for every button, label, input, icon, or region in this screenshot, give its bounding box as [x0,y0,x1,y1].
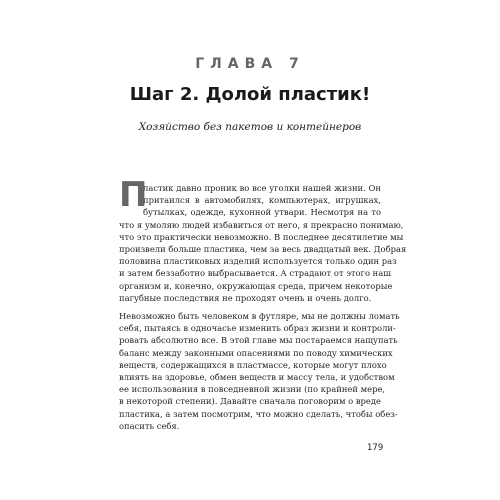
drop-cap-letter: П [119,175,148,215]
paragraph-line: пластика, а затем посмотрим, что можно сделать, чтобы обез- [119,408,398,419]
paragraph-line: ластик давно проник во все уголки нашей жизни. Он [143,183,381,193]
chapter-subtitle: Хозяйство без пакетов и контейнеров [138,121,362,133]
paragraph-line: что это практически невозможно. В последнее десятилетие мы [119,231,404,242]
paragraph-line: опасить себя. [119,420,180,431]
paragraph-line: веществ, содержащихся в пластмассе, которые могут плохо [119,359,387,370]
paragraph-line: притаился в автомобилях, компьютерах, игрушках, [143,195,381,206]
paragraph-line: бутылках, одежде, кухонной утвари. Несмотря на то [143,207,381,218]
paragraph-1 [119,175,407,304]
paragraph-line: ее использования в повседневной жизни (по крайней мере, [119,384,386,395]
paragraph-2 [119,310,400,432]
paragraph-line: организм и, конечно, окружающая среда, причем некоторые [119,280,393,291]
paragraph-line: Невозможно быть человеком в футляре, мы не должны ломать [119,311,400,321]
paragraph-line: пагубные последствия не проходят очень и очень долго. [119,292,372,303]
paragraph-line: половина пластиковых изделий используется только один раз [119,256,397,267]
page-number: 179 [367,443,384,453]
paragraph-line: баланс между законными опасениями по поводу химических [119,347,393,358]
paragraph-line: что я умоляю людей избавиться от него, я прекрасно понимаю, [119,219,404,230]
paragraph-line: в некоторой степени). Давайте сначала поговорим о вреде [119,396,381,407]
paragraph-line: произвели больше пластика, чем за весь двадцатый век. Добрая [119,243,407,254]
chapter-label: ГЛАВА 7 [195,56,305,72]
paragraph-line: влиять на здоровье, обмен веществ и массу тела, и удобством [119,371,395,382]
paragraph-line: ровать абсолютно все. В этой главе мы постараемся нащупать [119,335,398,346]
paragraph-line: и затем беззаботно выбрасывается. А страдают от этого наш [119,268,392,279]
paragraph-line: себя, пытаясь в одночасье изменить образ жизни и контроли- [119,323,396,334]
chapter-title: Шаг 2. Долой пластик! [129,84,371,105]
